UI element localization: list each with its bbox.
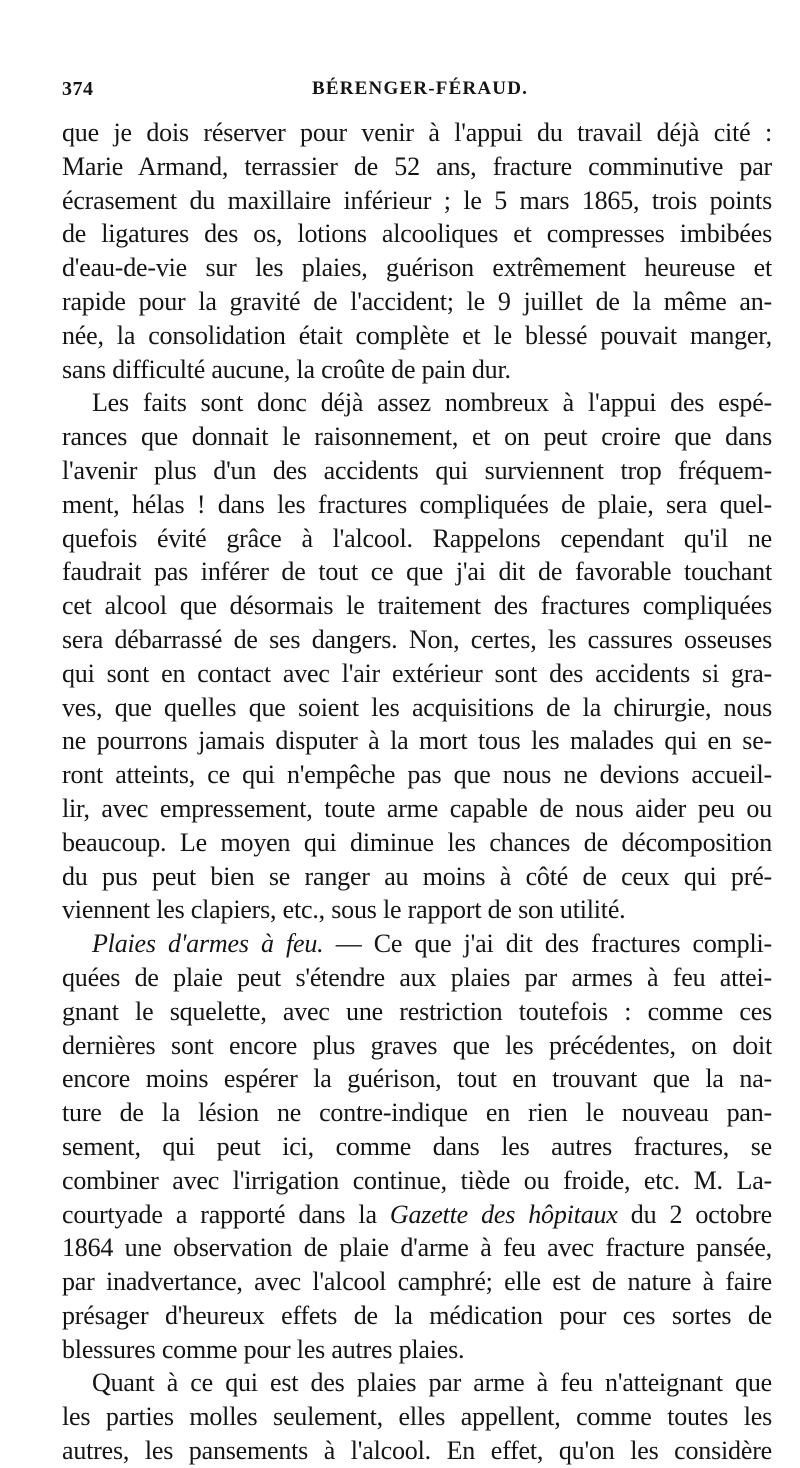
text-line (62, 758, 772, 792)
text-line (62, 623, 772, 657)
text-line (62, 386, 772, 420)
text-line (62, 826, 772, 860)
text-segment: sera débarrassé de ses dangers. Non, certes, les cassures osseuses (62, 624, 772, 654)
text-segment: rapide pour la gravité de l'accident; le 9 juillet de la même an- (62, 286, 772, 316)
text-segment: par inadvertance, avec l'alcool camphré; elle est de nature à faire (62, 1267, 772, 1297)
text-segment: du 2 octobre (617, 1199, 772, 1229)
text-line (62, 1366, 772, 1400)
text-line (62, 1029, 772, 1063)
text-line (62, 217, 772, 251)
text-line (62, 251, 772, 285)
text-segment: écrasement du maxillaire inférieur ; le 5 mars 1865, trois points (62, 185, 772, 215)
text-segment: ture de la lésion ne contre-indique en rien le nouveau pan- (62, 1098, 772, 1128)
text-segment: ne pourrons jamais disputer à la mort tous les malades qui en se- (62, 726, 772, 756)
text-segment: viennent les clapiers, etc., sous le rapport de son utilité. (62, 895, 626, 925)
text-segment: présager d'heureux effets de la médication pour ces sortes de (62, 1300, 772, 1330)
body-text (62, 116, 772, 1468)
text-segment: blessures comme pour les autres plaies. (62, 1334, 465, 1364)
text-line (62, 150, 772, 184)
text-segment: ves, que quelles que soient les acquisitions de la chirurgie, nous (62, 692, 772, 722)
text-line (62, 285, 772, 319)
text-line (62, 792, 772, 826)
text-segment: autres, les pansements à l'alcool. En effet, qu'on les considère (62, 1436, 772, 1466)
text-line (62, 319, 772, 353)
text-line (62, 454, 772, 488)
text-line (62, 893, 772, 927)
text-line (62, 691, 772, 725)
text-line (62, 1231, 772, 1265)
text-segment: qui sont en contact avec l'air extérieur sont des accidents si gra- (62, 658, 772, 688)
text-segment: quées de plaie peut s'étendre aux plaies par armes à feu attei- (62, 962, 772, 992)
text-line (62, 1096, 772, 1130)
text-segment: que je dois réserver pour venir à l'appui du travail déjà cité : (62, 118, 772, 147)
text-segment: de ligatures des os, lotions alcooliques et compresses imbibées (62, 219, 772, 249)
text-line (62, 353, 772, 387)
text-line (62, 184, 772, 218)
text-line (62, 1299, 772, 1333)
text-line (62, 927, 772, 961)
text-line (62, 116, 772, 150)
text-segment: d'eau-de-vie sur les plaies, guérison extrêmement heureuse et (62, 253, 772, 283)
text-line (62, 1062, 772, 1096)
text-segment: née, la consolidation était complète et le blessé pouvait manger, (62, 320, 772, 350)
text-segment: rances que donnait le raisonnement, et on peut croire que dans (62, 422, 772, 452)
text-segment: sement, qui peut ici, comme dans les autres fractures, se (62, 1131, 772, 1161)
text-segment: Quant à ce qui est des plaies par arme à feu n'atteignant que (92, 1368, 772, 1398)
italic-text: Plaies d'armes à feu. (92, 929, 324, 959)
text-segment: lir, avec empressement, toute arme capable de nous aider peu ou (62, 793, 772, 823)
text-line (62, 1198, 772, 1232)
italic-text: Gazette des hôpitaux (389, 1199, 618, 1229)
text-segment: courtyade a rapporté dans la (62, 1199, 390, 1229)
text-line (62, 724, 772, 758)
text-line (62, 1434, 772, 1468)
text-line (62, 995, 772, 1029)
text-line (62, 555, 772, 589)
text-segment: beaucoup. Le moyen qui diminue les chances de décomposition (62, 827, 772, 857)
text-segment: dernières sont encore plus graves que les précédentes, on doit (62, 1030, 772, 1060)
text-segment: du pus peut bien se ranger au moins à côté de ceux qui pré- (62, 861, 772, 891)
text-line (62, 1333, 772, 1367)
page-header (62, 78, 762, 108)
text-segment: ront atteints, ce qui n'empêche pas que nous ne devions accueil- (62, 760, 772, 790)
text-segment: les parties molles seulement, elles appellent, comme toutes les (62, 1402, 772, 1432)
text-segment: sans difficulté aucune, la croûte de pain dur. (62, 354, 511, 384)
text-segment: encore moins espérer la guérison, tout en trouvant que la na- (62, 1064, 772, 1094)
page-number: 374 (62, 78, 94, 100)
text-segment: 1864 une observation de plaie d'arme à feu avec fracture pansée, (62, 1233, 772, 1263)
text-line (62, 522, 772, 556)
text-line (62, 961, 772, 995)
text-segment: cet alcool que désormais le traitement des fractures compliquées (62, 591, 772, 621)
text-line (62, 1130, 772, 1164)
text-segment: l'avenir plus d'un des accidents qui surviennent trop fréquem- (62, 455, 772, 485)
text-line (62, 1265, 772, 1299)
text-segment: gnant le squelette, avec une restriction toutefois : comme ces (62, 996, 772, 1026)
text-line (62, 420, 772, 454)
text-segment: Les faits sont donc déjà assez nombreux à l'appui des espé- (92, 388, 772, 418)
text-line (62, 589, 772, 623)
text-segment: — Ce que j'ai dit des fractures compli- (323, 929, 772, 959)
text-segment: faudrait pas inférer de tout ce que j'ai dit de favorable touchant (62, 557, 772, 587)
text-line (62, 1400, 772, 1434)
text-line (62, 860, 772, 894)
text-segment: quefois évité grâce à l'alcool. Rappelons cependant qu'il ne (62, 523, 772, 553)
text-segment: combiner avec l'irrigation continue, tiède ou froide, etc. M. La- (62, 1165, 772, 1195)
running-head: BÉRENGER-FÉRAUD. (312, 78, 529, 99)
text-line (62, 657, 772, 691)
text-segment: Marie Armand, terrassier de 52 ans, fracture comminutive par (62, 151, 772, 181)
text-segment: ment, hélas ! dans les fractures compliquées de plaie, sera quel- (62, 489, 772, 519)
text-line (62, 488, 772, 522)
text-line (62, 1164, 772, 1198)
